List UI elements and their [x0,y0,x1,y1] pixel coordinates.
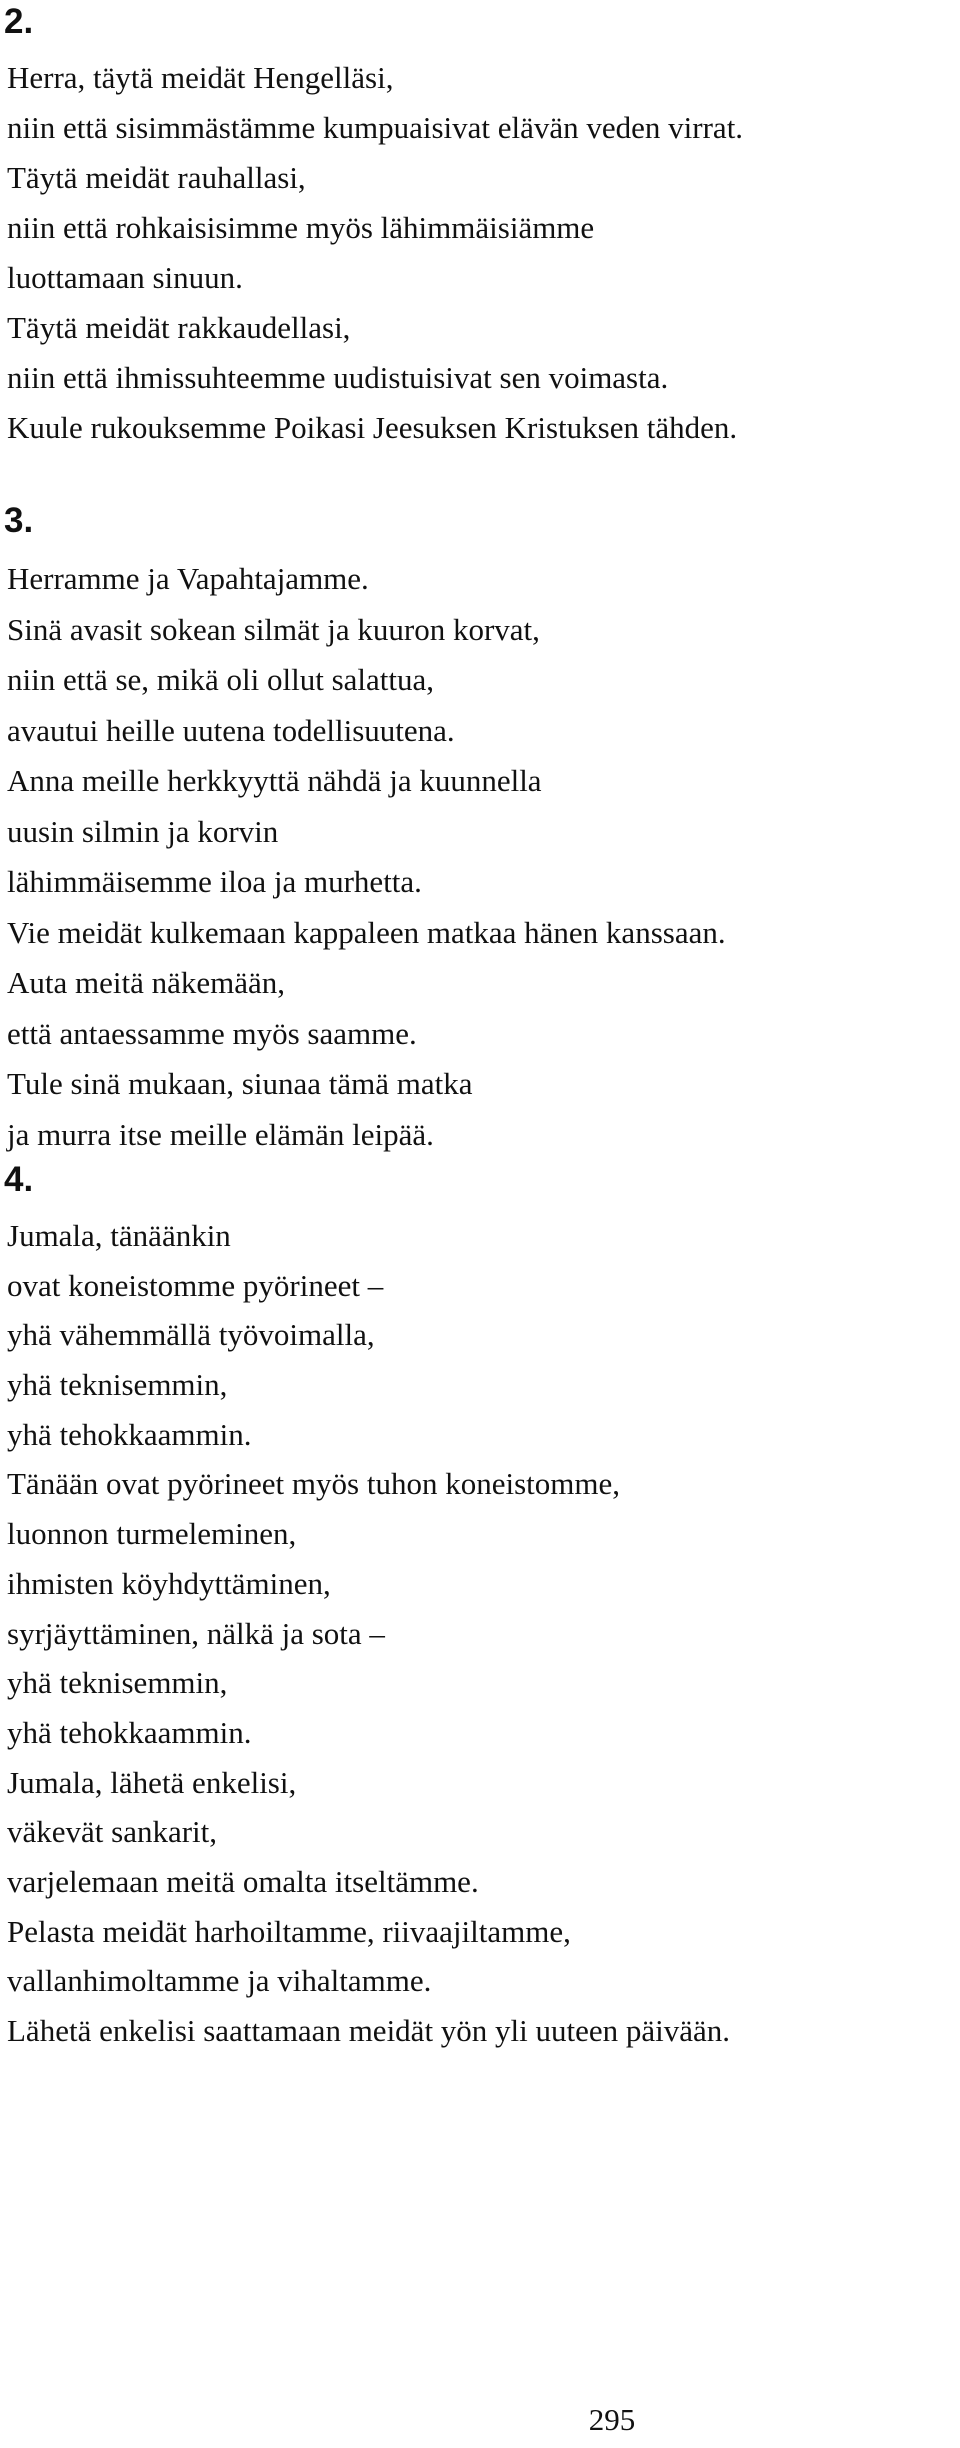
prayer-stanza-3 [7,554,726,1160]
text-line: ja murra itse meille elämän leipää. [7,1116,434,1152]
text-line: yhä vähemmällä työvoimalla, [7,1317,375,1353]
text-line: Auta meitä näkemään, [7,965,286,1000]
text-line: Kuule rukouksemme Poikasi Jeesuksen Kristuksen tähden. [7,410,738,445]
text-line: avautui heille uutena todellisuutena. [7,712,455,748]
text-line: Pelasta meidät harhoiltamme, riivaajiltamme, [7,1913,571,1949]
text-line: Tule sinä mukaan, siunaa tämä matka [7,1066,473,1101]
page-number: 295 [588,2402,636,2437]
section-number-3: 3. [4,501,34,540]
text-line: vallanhimoltamme ja vihaltamme. [7,1963,432,1999]
text-line: yhä teknisemmin, [7,1367,228,1403]
text-line: luonnon turmeleminen, [7,1516,297,1552]
text-line: ovat koneistomme pyörineet – [7,1267,384,1303]
text-line: syrjäyttäminen, nälkä ja sota – [7,1615,385,1651]
text-line: luottamaan sinuun. [7,260,243,295]
text-line: niin että rohkaisisimme myös lähimmäisiämme [7,210,595,245]
text-line: Anna meille herkkyyttä nähdä ja kuunnella [7,763,542,798]
text-line: yhä tehokkaammin. [7,1416,252,1452]
text-line: yhä teknisemmin, [7,1665,228,1701]
prayer-stanza-2 [7,53,743,453]
text-line: Jumala, lähetä enkelisi, [7,1764,297,1800]
text-line: Jumala, tänäänkin [7,1218,231,1253]
text-line: niin että sisimmästämme kumpuaisivat elävän veden virrat. [7,110,744,145]
text-line: uusin silmin ja korvin [7,813,279,849]
text-line: lähimmäisemme iloa ja murhetta. [7,864,422,899]
text-line: ihmisten köyhdyttäminen, [7,1565,331,1601]
section-number-2: 2. [4,2,34,41]
section-number-4: 4. [4,1160,34,1199]
text-line: Vie meidät kulkemaan kappaleen matkaa hänen kanssaan. [7,914,726,950]
text-line: että antaessamme myös saamme. [7,1015,417,1051]
text-line: Täytä meidät rauhallasi, [7,160,306,195]
prayer-stanza-4 [7,1211,730,2056]
text-line: Tänään ovat pyörineet myös tuhon koneistomme, [7,1466,620,1502]
text-line: Herra, täytä meidät Hengelläsi, [7,60,394,95]
text-line: niin että se, mikä oli ollut salattua, [7,662,435,697]
text-line: Täytä meidät rakkaudellasi, [7,310,351,345]
text-line: Lähetä enkelisi saattamaan meidät yön yli uuteen päivään. [7,2013,731,2048]
text-line: Sinä avasit sokean silmät ja kuuron korvat, [7,611,540,647]
text-line: niin että ihmissuhteemme uudistuisivat sen voimasta. [7,360,669,395]
text-line: varjelemaan meitä omalta itseltämme. [7,1863,479,1899]
text-line: väkevät sankarit, [7,1814,218,1850]
text-line: yhä tehokkaammin. [7,1714,252,1750]
text-line: Herramme ja Vapahtajamme. [7,561,369,596]
